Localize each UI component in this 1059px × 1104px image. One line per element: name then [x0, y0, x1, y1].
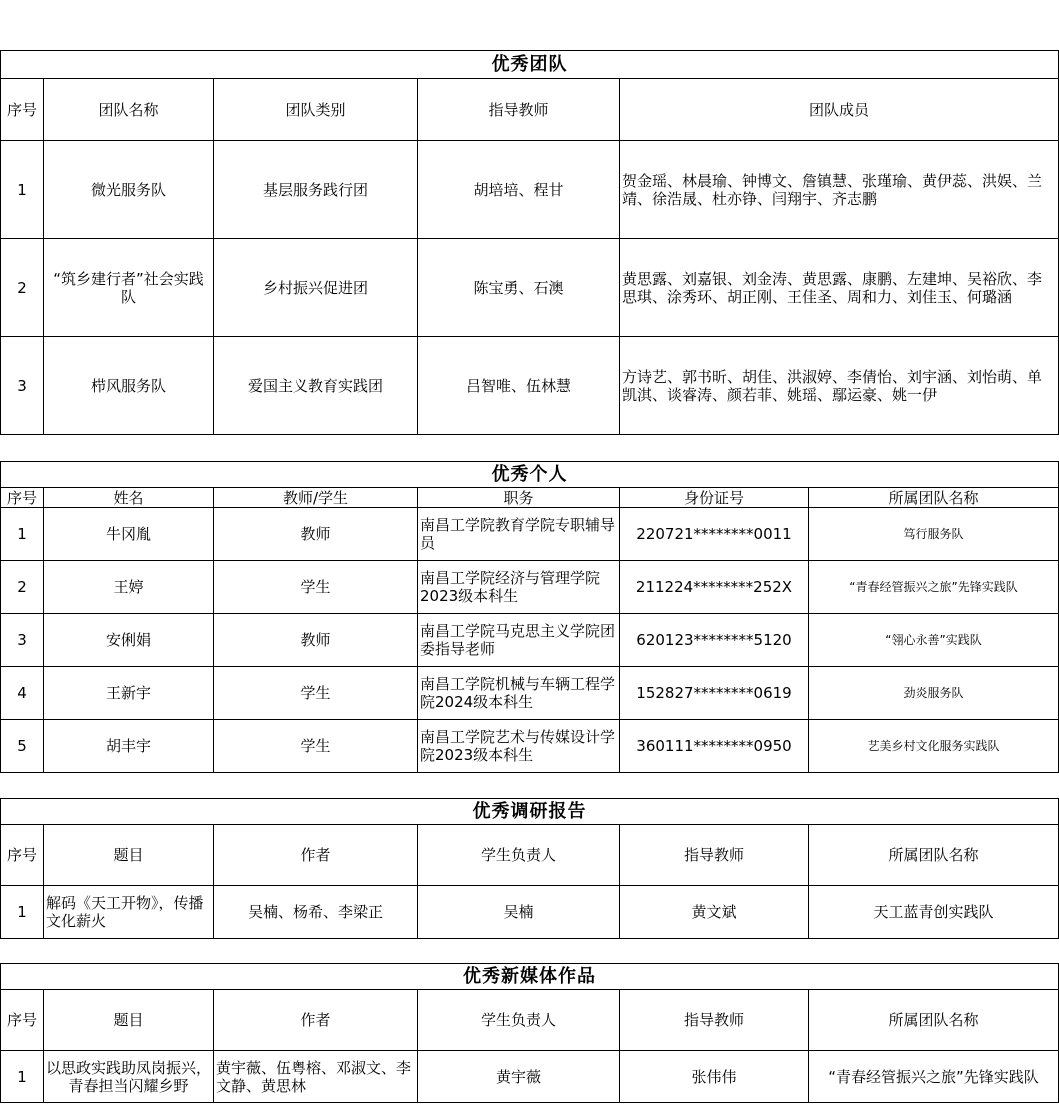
- table-row: [1, 720, 1059, 773]
- report-team: 天工蓝青创实践队: [809, 886, 1059, 939]
- header-cell: 学生负责人: [418, 825, 620, 886]
- team-teacher: 胡培培、程甘: [418, 141, 620, 239]
- person-no: 5: [1, 720, 44, 773]
- table-row: [1, 1051, 1059, 1103]
- person-role: 教师: [214, 508, 418, 561]
- reports-header-row: [1, 825, 1059, 886]
- person-team: 笃行服务队: [809, 508, 1059, 561]
- media-topic: 以思政实践助凤岗振兴，青春担当闪耀乡野: [44, 1051, 214, 1103]
- media-table: [0, 963, 1059, 1103]
- report-no: 1: [1, 886, 44, 939]
- header-cell: 所属团队名称: [809, 488, 1059, 508]
- individuals-header-row: [1, 488, 1059, 508]
- header-cell: 职务: [418, 488, 620, 508]
- table-row: [1, 667, 1059, 720]
- individuals-title: 优秀个人: [1, 462, 1059, 488]
- person-id: 620123********5120: [620, 614, 809, 667]
- team-type: 爱国主义教育实践团: [214, 337, 418, 435]
- person-team: “翎心永善”实践队: [809, 614, 1059, 667]
- header-cell: 团队名称: [44, 79, 214, 141]
- table-row: [1, 614, 1059, 667]
- team-no: 3: [1, 337, 44, 435]
- person-id: 211224********252X: [620, 561, 809, 614]
- person-name: 王婷: [44, 561, 214, 614]
- individuals-table: [0, 461, 1059, 773]
- person-id: 220721********0011: [620, 508, 809, 561]
- report-leader: 吴楠: [418, 886, 620, 939]
- header-cell: 身份证号: [620, 488, 809, 508]
- team-no: 1: [1, 141, 44, 239]
- table-row: [1, 239, 1059, 337]
- header-cell: 作者: [214, 990, 418, 1051]
- team-type: 乡村振兴促进团: [214, 239, 418, 337]
- person-no: 2: [1, 561, 44, 614]
- report-teacher: 黄文斌: [620, 886, 809, 939]
- teams-title: 优秀团队: [1, 51, 1059, 79]
- person-name: 牛冈胤: [44, 508, 214, 561]
- header-cell: 题目: [44, 825, 214, 886]
- team-no: 2: [1, 239, 44, 337]
- media-authors: 黄宇薇、伍粤榕、邓淑文、李文静、黄思林: [214, 1051, 418, 1103]
- header-cell: 团队成员: [620, 79, 1059, 141]
- table-row: [1, 561, 1059, 614]
- person-position: 南昌工学院经济与管理学院2023级本科生: [418, 561, 620, 614]
- header-cell: 所属团队名称: [809, 825, 1059, 886]
- person-team: “青春经管振兴之旅”先锋实践队: [809, 561, 1059, 614]
- media-title: 优秀新媒体作品: [1, 964, 1059, 990]
- reports-table: [0, 798, 1059, 939]
- person-role: 学生: [214, 667, 418, 720]
- person-role: 教师: [214, 614, 418, 667]
- header-cell: 所属团队名称: [809, 990, 1059, 1051]
- team-members: 方诗艺、郭书昕、胡佳、洪淑婷、李倩怡、刘宇涵、刘怡萌、单凯淇、谈睿涛、颜若菲、姚瑶、鄢运豪、姚一伊: [620, 337, 1059, 435]
- team-type: 基层服务践行团: [214, 141, 418, 239]
- person-no: 4: [1, 667, 44, 720]
- header-cell: 序号: [1, 825, 44, 886]
- team-teacher: 陈宝勇、石澳: [418, 239, 620, 337]
- header-cell: 序号: [1, 488, 44, 508]
- person-team: 艺美乡村文化服务实践队: [809, 720, 1059, 773]
- table-row: [1, 508, 1059, 561]
- header-cell: 指导教师: [620, 825, 809, 886]
- teams-table: [0, 50, 1059, 435]
- person-position: 南昌工学院马克思主义学院团委指导老师: [418, 614, 620, 667]
- media-team: “青春经管振兴之旅”先锋实践队: [809, 1051, 1059, 1103]
- person-name: 胡丰宇: [44, 720, 214, 773]
- header-cell: 序号: [1, 79, 44, 141]
- person-id: 152827********0619: [620, 667, 809, 720]
- header-cell: 学生负责人: [418, 990, 620, 1051]
- header-cell: 指导教师: [418, 79, 620, 141]
- table-row: [1, 886, 1059, 939]
- report-authors: 吴楠、杨希、李梁正: [214, 886, 418, 939]
- header-cell: 团队类别: [214, 79, 418, 141]
- header-cell: 指导教师: [620, 990, 809, 1051]
- person-position: 南昌工学院艺术与传媒设计学院2023级本科生: [418, 720, 620, 773]
- header-cell: 序号: [1, 990, 44, 1051]
- media-leader: 黄宇薇: [418, 1051, 620, 1103]
- person-no: 3: [1, 614, 44, 667]
- header-cell: 教师/学生: [214, 488, 418, 508]
- teams-header-row: [1, 79, 1059, 141]
- person-position: 南昌工学院教育学院专职辅导员: [418, 508, 620, 561]
- header-cell: 题目: [44, 990, 214, 1051]
- team-name: 栉风服务队: [44, 337, 214, 435]
- team-name: 微光服务队: [44, 141, 214, 239]
- person-role: 学生: [214, 720, 418, 773]
- table-row: [1, 337, 1059, 435]
- person-team: 劲炎服务队: [809, 667, 1059, 720]
- team-name: “筑乡建行者”社会实践队: [44, 239, 214, 337]
- team-members: 黄思露、刘嘉银、刘金涛、黄思露、康鹏、左建坤、吴裕欣、李思琪、涂秀环、胡正刚、王佳圣、周和力、刘佳玉、何璐涵: [620, 239, 1059, 337]
- team-members: 贺金瑶、林晨瑜、钟博文、詹镇慧、张瑾瑜、黄伊蕊、洪娱、兰靖、徐浩晟、杜亦铮、闫翔宇、齐志鹏: [620, 141, 1059, 239]
- media-no: 1: [1, 1051, 44, 1103]
- team-teacher: 吕智唯、伍林慧: [418, 337, 620, 435]
- person-no: 1: [1, 508, 44, 561]
- reports-title: 优秀调研报告: [1, 799, 1059, 825]
- person-role: 学生: [214, 561, 418, 614]
- report-topic: 解码《天工开物》，传播文化薪火: [44, 886, 214, 939]
- person-id: 360111********0950: [620, 720, 809, 773]
- header-cell: 姓名: [44, 488, 214, 508]
- person-position: 南昌工学院机械与车辆工程学院2024级本科生: [418, 667, 620, 720]
- header-cell: 作者: [214, 825, 418, 886]
- table-row: [1, 141, 1059, 239]
- media-teacher: 张伟伟: [620, 1051, 809, 1103]
- person-name: 安俐娟: [44, 614, 214, 667]
- media-header-row: [1, 990, 1059, 1051]
- person-name: 王新宇: [44, 667, 214, 720]
